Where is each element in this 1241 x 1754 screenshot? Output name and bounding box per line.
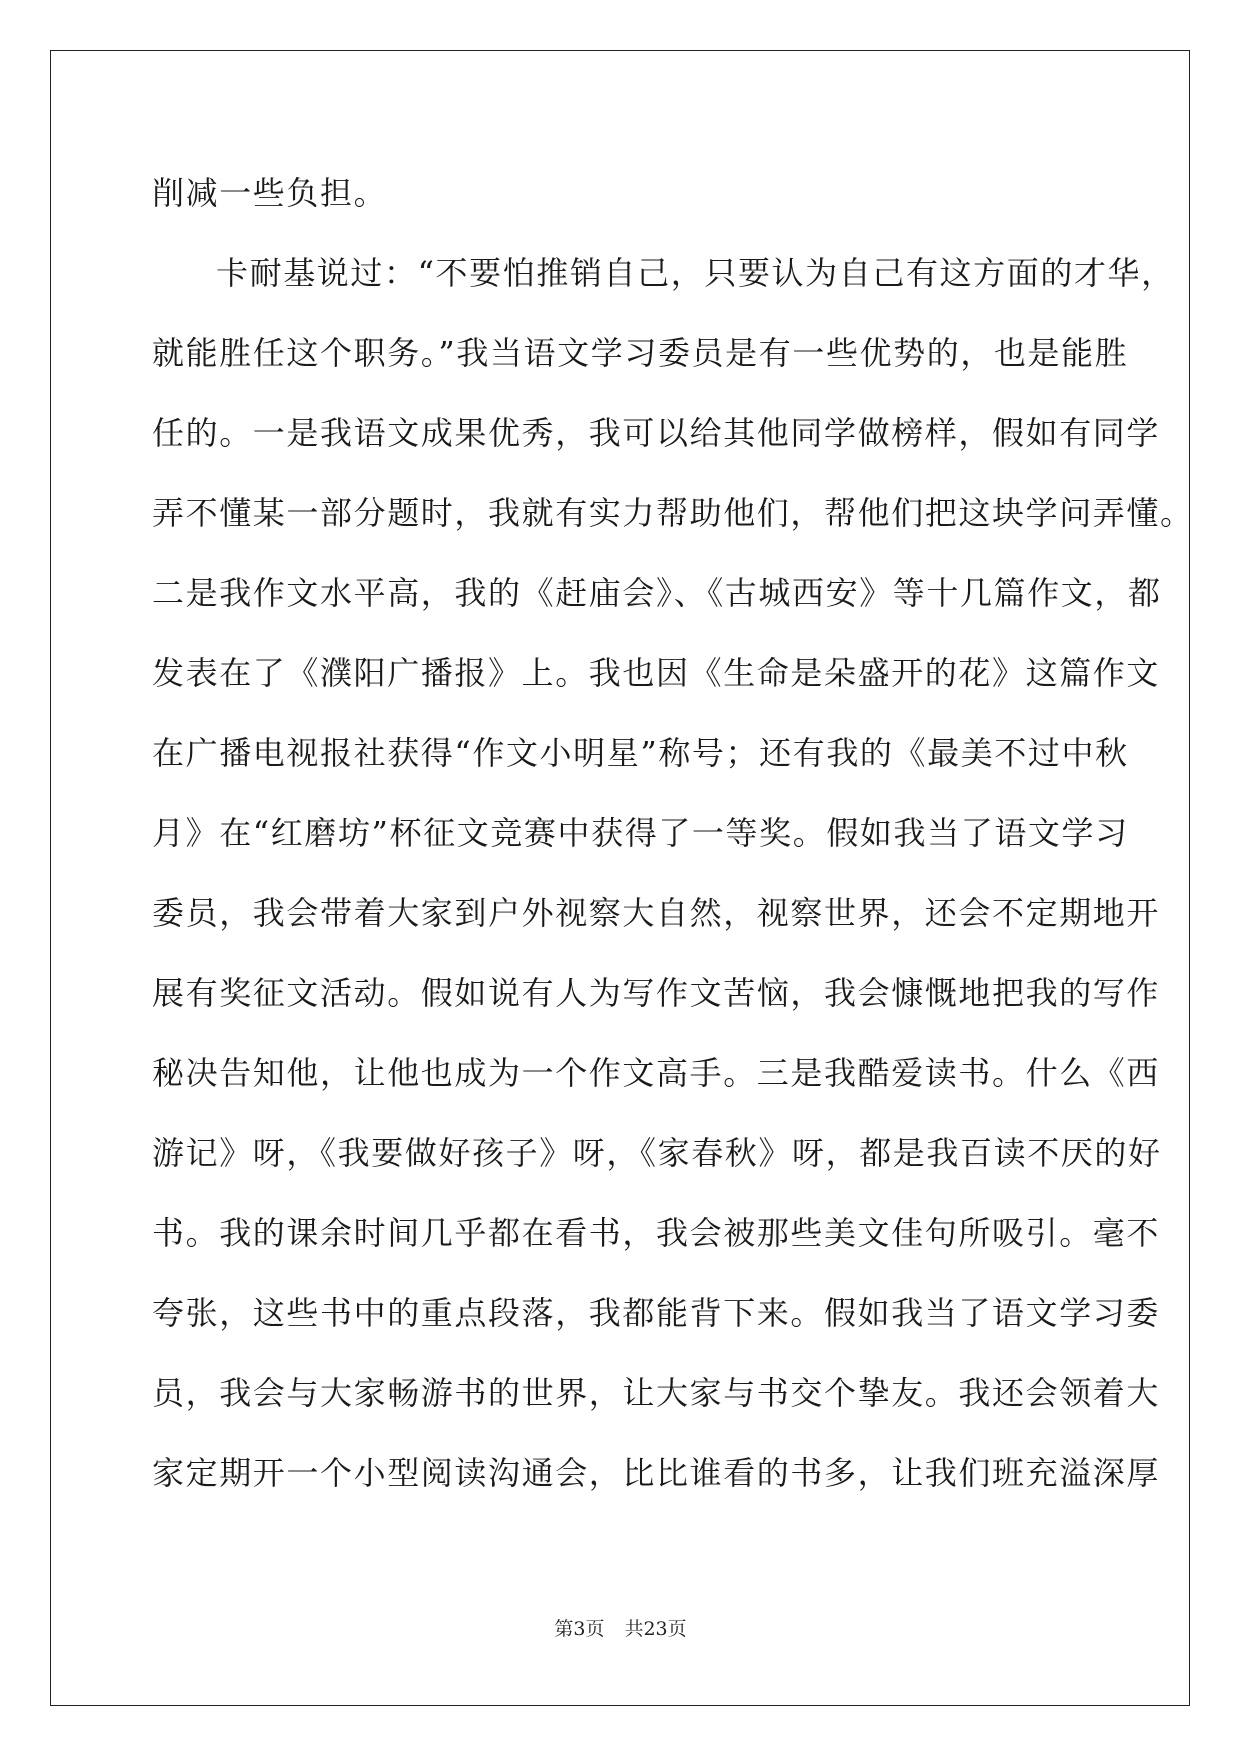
text-line: 发表在了《濮阳广播报》上。我也因《生命是朵盛开的花》这篇作文 <box>152 654 1161 692</box>
text-line: 游记》呀，《我要做好孩子》呀，《家春秋》呀，都是我百读不厌的好 <box>152 1134 1162 1172</box>
page-total: 共23页 <box>624 1618 687 1640</box>
text-line: 就能胜任这个职务。”我当语文学习委员是有一些优势的，也是能胜 <box>152 334 1129 372</box>
text-line: 卡耐基说过：“不要怕推销自己，只要认为自己有这方面的才华， <box>216 254 1175 292</box>
page-footer <box>0 1617 1241 1641</box>
text-line: 员，我会与大家畅游书的世界，让大家与书交个挚友。我还会领着大 <box>152 1374 1161 1412</box>
text-line: 在广播电视报社获得“作文小明星”称号；还有我的《最美不过中秋 <box>152 734 1129 772</box>
text-line: 家定期开一个小型阅读沟通会，比比谁看的书多，让我们班充溢深厚 <box>152 1454 1161 1492</box>
text-line: 月》在“红磨坊”杯征文竞赛中获得了一等奖。假如我当了语文学习 <box>152 814 1129 852</box>
text-line: 夸张，这些书中的重点段落，我都能背下来。假如我当了语文学习委 <box>152 1294 1161 1332</box>
text-line: 削减一些负担。 <box>152 174 388 212</box>
text-line: 二是我作文水平高，我的《赶庙会》、《古城西安》等十几篇作文，都 <box>152 574 1162 612</box>
text-line: 书。我的课余时间几乎都在看书，我会被那些美文佳句所吸引。毫不 <box>152 1214 1161 1252</box>
text-line: 任的。一是我语文成果优秀，我可以给其他同学做榜样，假如有同学 <box>152 414 1161 452</box>
text-line: 弄不懂某一部分题时，我就有实力帮助他们，帮他们把这块学问弄懂。 <box>152 494 1194 532</box>
text-line: 委员，我会带着大家到户外视察大自然，视察世界，还会不定期地开 <box>152 894 1161 932</box>
text-line: 秘决告知他，让他也成为一个作文高手。三是我酷爱读书。什么《西 <box>152 1054 1161 1092</box>
text-line: 展有奖征文活动。假如说有人为写作文苦恼，我会慷慨地把我的写作 <box>152 974 1161 1012</box>
page-number: 第3页 <box>554 1618 605 1640</box>
